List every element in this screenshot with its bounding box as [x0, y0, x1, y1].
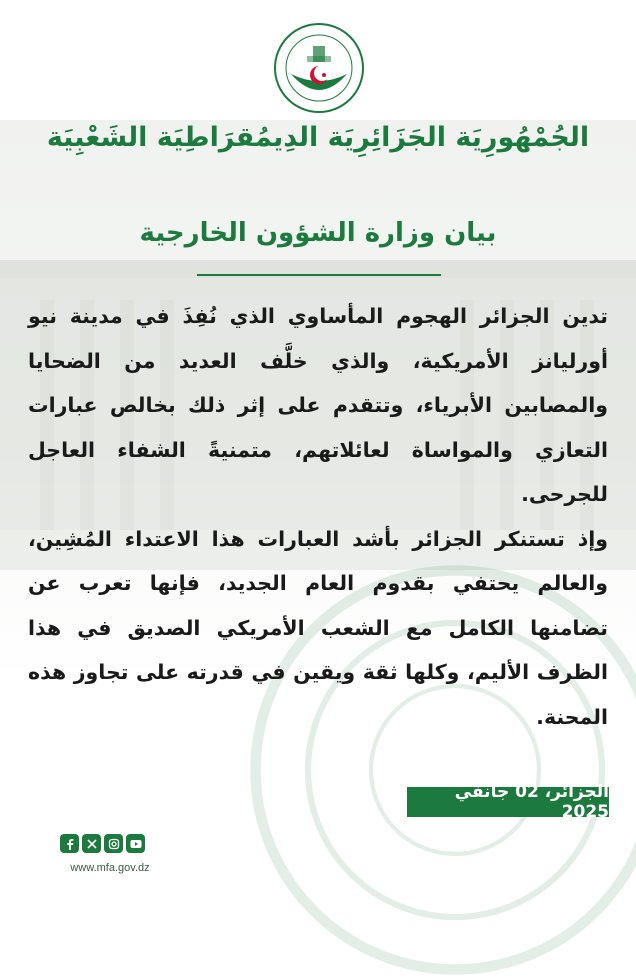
ministry-logo [273, 22, 365, 114]
paragraph-2: وإذ تستنكر الجزائر بأشد العبارات هذا الاعتداء المُشِين، والعالم يحتفي بقدوم العام الجديد، فإنها تعرب عن تضامنها الكامل مع الشعب الأمريكي الصديق في هذا الظرف الأليم، وكلها ثقة ويقين في قدرته على تجاوز هذه المحنة. [28, 517, 608, 740]
instagram-icon[interactable] [104, 834, 123, 853]
youtube-icon[interactable] [126, 834, 145, 853]
paragraph-1: تدين الجزائر الهجوم المأساوي الذي نُفِذَ في مدينة نيو أورليانز الأمريكية، والذي خلَّف العديد من الضحايا والمصابين الأبرياء، وتتقدم على إثر ذلك بخالص عبارات التعازي والمواساة لعائلاتهم، متمنيةً الشفاء العاجل للجرحى. [28, 294, 608, 517]
website-link[interactable]: www.mfa.gov.dz [55, 862, 165, 874]
document-title: بيان وزارة الشؤون الخارجية [0, 218, 636, 248]
facebook-icon[interactable] [60, 834, 79, 853]
social-icons [60, 834, 145, 853]
statement-body [28, 294, 608, 739]
date-badge: الجزائر، 02 جانفي 2025 [407, 787, 609, 817]
country-title: الجُمْهُورِيَة الجَزَائِرِيَة الدِيمُقرَاطِيَة الشَعْبِيَة [0, 122, 636, 153]
title-underline [197, 274, 441, 276]
x-icon[interactable] [82, 834, 101, 853]
